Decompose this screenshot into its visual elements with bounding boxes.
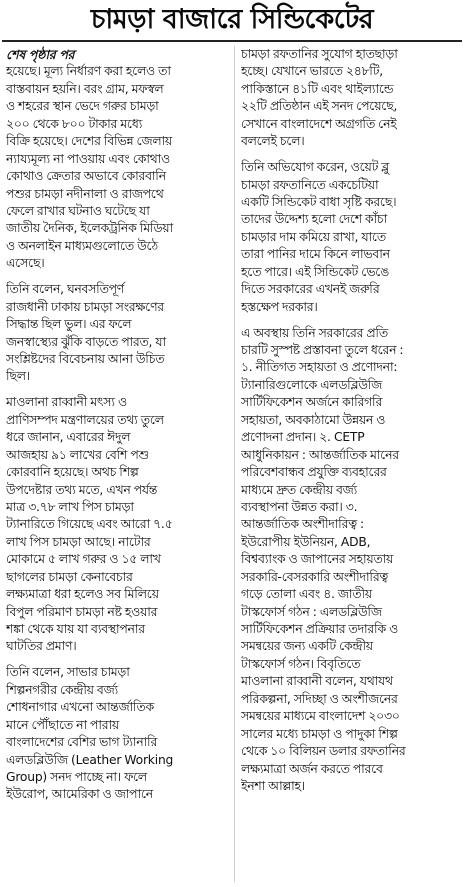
paragraph-line: ও শহরের স্থান ভেদে গরুর চামড়া (6, 99, 159, 114)
paragraph-line: প্রাণিসম্পদ মন্ত্রণালয়ের তথ্য তুলে (6, 412, 164, 427)
paragraph-line: বিপুল পরিমাণ চামড়া নষ্ট হওয়ার (6, 604, 158, 619)
paragraph-line: তিনি অভিযোগ করেন, ওয়েট ব্লু (241, 160, 389, 175)
paragraph-line: শিল্পনগরীর কেন্দ্রীয় বর্জ্য (6, 682, 118, 697)
paragraph (241, 159, 462, 316)
paragraph-line: প্রণোদনা প্রদান। ২. CETP (241, 430, 365, 445)
paragraph (6, 394, 227, 656)
paragraph-line: ধরে জানান, এবারের ঈদুল (6, 430, 131, 445)
paragraph-line: চামড়ার দাম কমিয়ে রাখা, যাতে (241, 229, 386, 244)
paragraph-line: ছাগলের চামড়া কেনাবেচার (6, 569, 133, 584)
paragraph-line: ফেলে রাখার ঘটনাও ঘটেছে যা (6, 203, 150, 218)
paragraph-line: মাওলানা রাব্বানী মৎস্য ও (6, 395, 127, 410)
paragraph-line: ইউরোপ, আমেরিকা ও জাপানে (6, 787, 153, 802)
paragraph-line: হচ্ছে। যেখানে ভারতে ২৪৮টি, (241, 64, 384, 79)
headline: চামড়া বাজারে সিন্ডিকেটের (90, 3, 374, 35)
paragraph-line: ও অনলাইন মাধ্যমগুলোতে উঠে (6, 238, 158, 253)
paragraph-line: ছিল। (6, 369, 30, 384)
paragraph-line: টাস্কফোর্স গঠন : এলডব্লিউজি (241, 604, 382, 619)
paragraph-line: হয়েছে। মূল্য নির্ধারণ করা হলেও তা (6, 64, 171, 79)
paragraph-line: মাত্র ৩.৭৮ লাখ পিস চামড়া (6, 499, 134, 514)
headline-banner (2, 2, 462, 42)
paragraph-line: ইউরোপীয় ইউনিয়ন, ADB, (241, 534, 371, 549)
paragraph-gap (6, 386, 227, 395)
paragraph-line: ২২টি প্রতিষ্ঠান এই সনদ পেয়েছে, (241, 99, 398, 114)
paragraph-line: সংশ্লিষ্টদের বিবেচনায় আনা উচিত (6, 351, 165, 366)
paragraph-line: ট্যানারিগুলোকে এলডব্লিউজি (241, 377, 382, 392)
paragraph-line: আজহায় ৯১ লাখের বেশি পশু (6, 447, 149, 462)
paragraph-line: লক্ষ্যমাত্রা ধরা হলেও সব মিলিয়ে (6, 587, 159, 602)
paragraph-line: বাস্তবায়ন হয়নি। বরং গ্রাম, মফস্বল (6, 81, 164, 96)
paragraph-line: ট্যানারিতে গিয়েছে এবং আরো ৭.৫ (6, 517, 173, 532)
paragraph-line: রাজধানী ঢাকায় চামড়া সংরক্ষণের (6, 299, 164, 314)
paragraph-line: লক্ষ্যমাত্রা অর্জন করতে পারবে (241, 761, 383, 776)
paragraph-gap (241, 316, 462, 325)
paragraph (6, 281, 227, 386)
paragraph-line: পরিকল্পনা, সদিচ্ছা ও অংশীজনের (241, 691, 398, 706)
paragraph-line: ব্যবস্থাপনা উন্নত করা। ৩. (241, 499, 358, 514)
paragraph-line: মোকামে ৫ লাখ গরুর ও ১৫ লাখ (6, 552, 161, 567)
paragraph-line: জনস্বাস্থ্যের ঝুঁকি বাড়তে পারত, যা (6, 334, 166, 349)
paragraph-line: এ অবস্থায় তিনি সরকারের প্রতি (241, 325, 388, 340)
paragraph-line: বিক্রি হয়েছে। দেশের বিভিন্ন জেলায় (6, 134, 172, 149)
paragraph (241, 46, 462, 151)
paragraph-line: পাকিস্তানে ৪১টি এবং থাইল্যান্ডে (241, 81, 394, 96)
paragraph-line: এলডব্লিউজি (Leather Working (6, 752, 174, 767)
paragraph-line: মাধ্যমে দ্রুত কেন্দ্রীয় বর্জ্য (241, 482, 357, 497)
article-column-right (241, 46, 462, 882)
paragraph-line: মানে পৌঁছাতে না পারায় (6, 717, 119, 732)
paragraph-line: জাতীয় দৈনিক, ইলেকট্রনিক মিডিয়া (6, 221, 173, 236)
paragraph-line: তিনি বলেন, ঘনবসতিপূর্ণ (6, 282, 125, 297)
paragraph-line: ঘাটতির প্রমাণ। (6, 639, 77, 654)
paragraph-line: সহায়তা, অবকাঠামো উন্নয়ন ও (241, 412, 386, 427)
paragraph-line: সরকারি-বেসরকারি অংশীদারিত্ব (241, 569, 388, 584)
paragraph-line: সমন্বয়ের জন্য একটি কেন্দ্রীয় (241, 639, 373, 654)
paragraph-line: পরিবেশবান্ধব প্রযুক্তি ব্যবহারের (241, 465, 387, 480)
paragraph-line: Group) সনদ পাচ্ছে না। ফলে (6, 770, 147, 784)
paragraph-line: আন্তর্জাতিক অংশীদারিত্ব : (241, 517, 364, 532)
paragraph-line: কোরবানি হয়েছে। অথচ শিল্প (6, 465, 139, 480)
paragraph-line: মাওলানা রাব্বানী বলেন, যথাযথ (241, 674, 393, 689)
paragraph-line: শোধনাগার এখনো আন্তর্জাতিক (6, 700, 154, 715)
article-column-left (6, 46, 227, 882)
paragraph-line: এসেছে। (6, 256, 45, 271)
paragraph-line: তাদের উদ্দেশ্য হলো দেশে কাঁচা (241, 212, 388, 227)
paragraph-line: সেখানে বাংলাদেশে অগ্রগতি নেই (241, 116, 397, 131)
paragraph-line: উপদেষ্টার তথ্য মতে, এখন পর্যন্ত (6, 482, 158, 497)
paragraph-line: হস্তক্ষেপ দরকার। (241, 299, 318, 314)
paragraph-line: চামড়া রফতানিতে একচেটিয়া (241, 177, 379, 192)
paragraph-gap (241, 151, 462, 160)
paragraph-line: ন্যায্যমূল্য না পাওয়ায় এবং কোথাও (6, 151, 170, 166)
paragraph (241, 325, 462, 796)
paragraph-line: সালের মধ্যে চামড়া ও পাদুকা শিল্প (241, 726, 398, 741)
paragraph-line: বাংলাদেশের বেশির ভাগ ট্যানারি (6, 735, 158, 750)
paragraph-line: কোথাও ক্রেতার অভাবে কোরবানি (6, 169, 166, 184)
paragraph-gap (6, 656, 227, 665)
left-column-body (6, 63, 227, 803)
paragraph-line: ২০০ থেকে ৮০০ টাকার মধ্যে (6, 116, 143, 131)
paragraph (6, 664, 227, 804)
paragraph-gap (6, 273, 227, 282)
paragraph-line: তিনি বলেন, সাভার চামড়া (6, 665, 130, 680)
paragraph-line: চারটি সুস্পষ্ট প্রস্তাবনা তুলে ধরেন : (241, 343, 404, 357)
paragraph-line: গড়ে তোলা এবং ৪. জাতীয় (241, 587, 372, 602)
paragraph-line: পশুর চামড়া নদীনালা ও রাজপথে (6, 186, 164, 201)
paragraph-line: সিদ্ধান্ত ছিল ভুল। এর ফলে (6, 317, 132, 332)
paragraph-line: সার্টিফিকেশন প্রক্রিয়ার তদারকি ও (241, 622, 398, 636)
right-column-body (241, 46, 462, 795)
column-divider (234, 46, 235, 882)
paragraph-line: হতে পারে। এই সিন্ডিকেট ভেঙে (241, 264, 389, 279)
paragraph-line: সার্টিফিকেশন অর্জনে কারিগরি (241, 395, 383, 410)
paragraph-line: তারা পানির দামে কিনে লাভবান (241, 247, 390, 262)
paragraph-line: থেকে ১০ বিলিয়ন ডলার রফতানির (241, 744, 406, 759)
paragraph (6, 63, 227, 272)
paragraph-line: সমন্বয়ের মাধ্যমে বাংলাদেশ ২০৩০ (241, 709, 400, 724)
paragraph-line: বিশ্বব্যাংক ও জাপানের সহায়তায় (241, 552, 394, 567)
paragraph-line: দিতে সরকারের এখনই জরুরি (241, 282, 380, 297)
paragraph-line: ১. নীতিগত সহায়তা ও প্রণোদনা: (241, 360, 398, 375)
paragraph-line: আধুনিকায়ন : আন্তর্জাতিক মানের (241, 447, 399, 462)
paragraph-line: একটি সিন্ডিকেট বাধা সৃষ্টি করছে। (241, 195, 397, 209)
paragraph-line: চামড়া রফতানির সুযোগ হাতছাড়া (241, 47, 398, 61)
paragraph-line: শঙ্কা থেকে যায় যা ব্যবস্থাপনার (6, 622, 145, 636)
paragraph-line: টাস্কফোর্স গঠন। বিবৃতিতে (241, 656, 361, 671)
jump-label: শেষ পৃষ্ঠার পর (6, 47, 75, 62)
paragraph-line: লাখ পিস চামড়া আছে। নাটোর (6, 534, 151, 549)
paragraph-line: ইনশা আল্লাহ। (241, 778, 305, 793)
paragraph-line: বললেই চলে। (241, 134, 305, 149)
